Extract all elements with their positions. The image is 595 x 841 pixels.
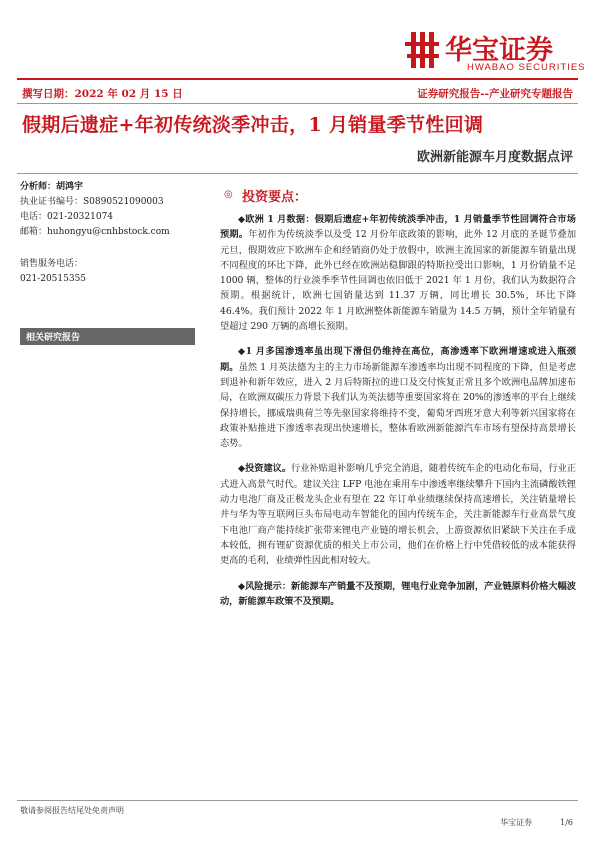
paragraph-body: 虽然 1 月英法德为主的主力市场新能源车渗透率均出现不同程度的下降，但是考虑到退补和新年效应，进入 2 月后特斯拉的进口及交付恢复正常且多个欧洲电品牌加速布局，在欧洲双碳压力背景下我们认为英法德等重要国家将在 20%的渗透率的平台上继续保持增长，挪威瑞典荷兰等先驱国家将维持不变，葡萄牙西班牙意大利等新兴国家将在政策补贴推进下渗透率表现出快速增长，整体看欧洲新能源汽车市场有望保持高景增长态势。 — [220, 361, 577, 450]
paragraph-lead: ◆欧洲 1 月数据：假期后遗症+年初传统淡季冲击，1 月销量季节性回调符合市场预期。 — [220, 214, 576, 241]
paragraph — [220, 212, 576, 334]
brand-name-en: HWABAO SECURITIES — [467, 62, 586, 73]
divider — [17, 173, 578, 174]
paragraph — [220, 461, 576, 568]
analyst-phone: 电话：021-20321074 — [20, 212, 114, 222]
brand-mark-icon — [405, 30, 441, 70]
analyst-sidebar — [20, 180, 195, 287]
analyst-name: 分析师：胡鸿宇 — [20, 182, 84, 192]
header-rule — [17, 78, 578, 80]
target-bullet-icon: ◎ — [224, 189, 233, 200]
brand-logo — [405, 24, 586, 74]
report-title: 假期后遗症+年初传统淡季冲击，1 月销量季节性回调 — [22, 114, 484, 136]
footer-info — [472, 817, 573, 828]
page-number: 1/6 — [560, 818, 573, 827]
section-title: 投资要点： — [242, 190, 308, 205]
divider — [17, 103, 578, 104]
brand-name-cn: 华宝证券 — [445, 35, 553, 66]
paragraph — [220, 344, 576, 451]
analyst-email[interactable]: 邮箱：huhongyu@cnhbstock.com — [20, 227, 170, 237]
main-content — [220, 186, 576, 618]
analyst-cert: 执业证书编号：S0890521090003 — [20, 197, 164, 207]
report-subtitle: 欧洲新能源车月度数据点评 — [416, 150, 573, 165]
sales-phone: 021-20515355 — [20, 274, 87, 284]
report-category: 证券研究报告--产业研究专题报告 — [417, 88, 573, 100]
report-date: 撰写日期：2022 年 02 月 15 日 — [22, 88, 183, 100]
paragraph-body: 行业补贴退补影响几乎完全消退，随着传统车企的电动化布局，行业正式进入高景气时代。建议关注 LFP 电池在乘用车中渗透率继续攀升下国内主流磷酸铁锂动力电池厂商及正极龙头企业有望在 22 年订单业绩继续保持高速增长，关注销量增长并与华为等互联网巨头布局电动车智能化的国内传统车企，关注新能源车行业高景气度下电池厂商产能持续扩张带来锂电产业链的增长机会，上游资源依旧紧缺下关注在手成本较低，拥有锂矿资源优质的相关上市公司，他们在价格上行中凭借较低的成本能获得更高的毛利，业绩弹性因此相对较大。 — [220, 463, 577, 567]
footer-rule — [17, 800, 578, 801]
paragraph-lead: ◆风险提示：新能源车产销量不及预期，锂电行业竞争加剧，产业链原料价格大幅波动，新能源车政策不及预期。 — [220, 580, 576, 607]
footer-company: 华宝证券 — [500, 818, 533, 827]
disclaimer: 敬请参阅报告结尾处免责声明 — [20, 806, 124, 815]
related-reports-label: 相关研究报告 — [26, 333, 81, 343]
section-header — [224, 186, 576, 205]
related-reports-header — [20, 328, 195, 345]
paragraph-lead: ◆投资建议。 — [238, 463, 292, 475]
paragraph-body: 年初作为传统淡季以及受 12 月份年底政策的影响，此外 12 月底的圣诞节叠加元旦，假期效应下欧洲车企和经销商仍处于放假中，欧洲主流国家的新能源车销量出现不同程度的环比下降，此外已经在欧洲站稳脚跟的特斯拉受出口影响，1 月份销量不足 1000 辆，整体的行业淡季季节性回调也依旧低于 2021 年 1 月份，我们认为数据符合预期。根据统计，欧洲七国销量达到 11.37 万辆，同比增长 30.5%，环比下降 46.4%。我们预计 2022 年 1 月欧洲整体新能源车销量为 14.5 万辆，预计全年销量有望超过 290 万辆的高增长预期。 — [220, 229, 577, 333]
paragraph-lead: ◆1 月多国渗透率虽出现下滑但仍维持在高位，高渗透率下欧洲增速或进入瓶颈期。 — [220, 346, 576, 373]
paragraph — [220, 579, 576, 610]
sales-label: 销售服务电话： — [20, 259, 84, 269]
